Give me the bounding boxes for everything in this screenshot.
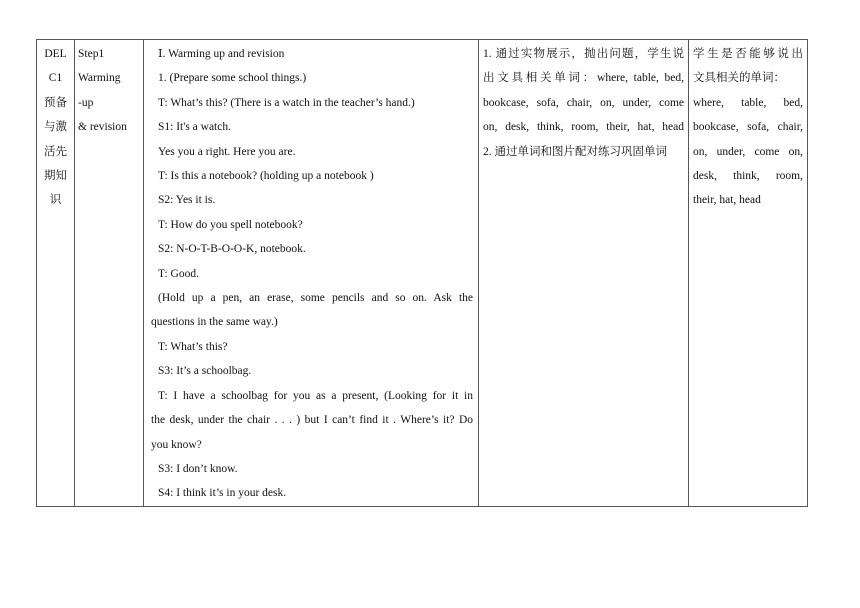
activity-paragraph-line: (Hold up a pen, an erase, some pencils and so on. Ask the (158, 292, 473, 305)
assessment-line: 学生是否能够说出 (693, 48, 803, 60)
purpose-cell (479, 40, 689, 507)
purpose-line: bookcase, sofa, chair, on, under, come (483, 96, 684, 109)
stage-line: 活先 (44, 145, 67, 158)
purpose-line: on, desk, think, room, their, hat, head (483, 121, 684, 134)
activity-line: S2: N-O-T-B-O-O-K, notebook. (158, 243, 306, 256)
purpose-line: 出文具相关单词：where, table, bed, (483, 72, 684, 85)
activity-paragraph-line: questions in the same way.) (151, 316, 278, 329)
step-line: Step1 (78, 48, 105, 60)
activity-line: S2: Yes it is. (158, 194, 216, 207)
activity-line: T: What’s this? (There is a watch in the teacher’s hand.) (158, 96, 415, 109)
stage-cell (37, 40, 75, 507)
activity-paragraph-line: T: I have a schoolbag for you as a present, (Looking for it in (158, 389, 473, 402)
activity-paragraph-line: the desk, under the chair . . . ) but I can’t find it . Where’s it? Do (151, 414, 473, 427)
assessment-line: 文具相关的单词： (693, 72, 785, 85)
assessment-line: desk, think, room, (693, 170, 803, 183)
assessment-line: where, table, bed, (693, 96, 803, 109)
stage-line: C1 (48, 72, 63, 85)
activity-line: 1. (Prepare some school things.) (158, 72, 307, 85)
activity-heading: Ⅰ. Warming up and revision (158, 48, 285, 60)
assessment-line: bookcase, sofa, chair, (693, 121, 803, 134)
assessment-line: their, hat, head (693, 194, 761, 207)
stage-line: DEL (44, 48, 67, 60)
activity-line: S1: It's a watch. (158, 121, 231, 134)
activity-line: T: How do you spell notebook? (158, 218, 303, 231)
activity-line: T: Is this a notebook? (holding up a notebook ) (158, 170, 374, 183)
stage-line: 期知 (44, 170, 67, 183)
activity-line: S3: I don’t know. (158, 462, 238, 475)
activity-line: Yes you a right. Here you are. (158, 145, 296, 158)
table-row (37, 40, 808, 507)
activity-cell (144, 40, 479, 507)
stage-line: 与激 (44, 121, 67, 134)
step-line: -up (78, 96, 94, 109)
activity-line: S3: It’s a schoolbag. (158, 365, 252, 378)
stage-line: 识 (49, 194, 62, 207)
purpose-line: 2. 通过单词和图片配对练习巩固单词 (483, 145, 667, 158)
activity-line: S4: I think it’s in your desk. (158, 487, 287, 500)
activity-paragraph-line: you know? (151, 438, 202, 451)
purpose-line: 1. 通过实物展示，抛出问题，学生说 (483, 48, 684, 60)
assessment-cell (689, 40, 808, 507)
step-line: Warming (78, 72, 121, 85)
activity-line: T: Good. (158, 267, 199, 280)
lesson-plan-table (36, 39, 808, 507)
step-line: & revision (78, 121, 127, 134)
step-cell (75, 40, 144, 507)
assessment-line: on, under, come on, (693, 145, 803, 158)
activity-line: T: What’s this? (158, 340, 228, 353)
stage-line: 预备 (44, 96, 67, 109)
